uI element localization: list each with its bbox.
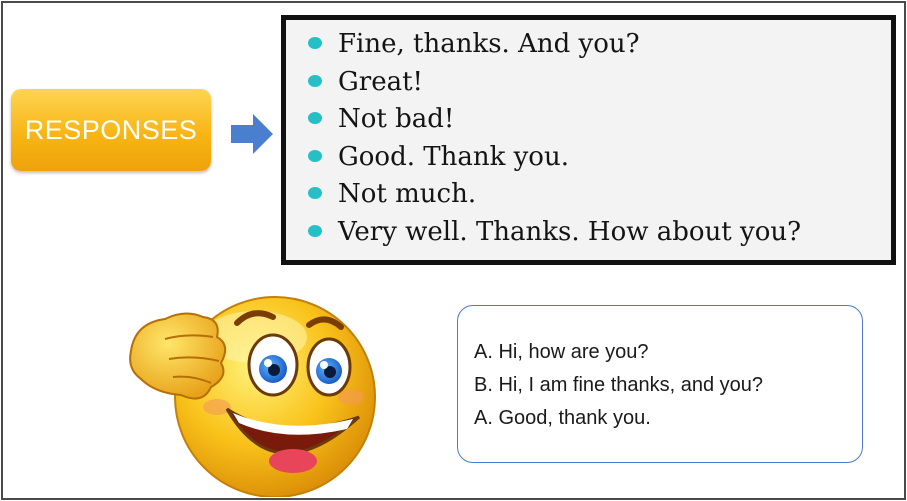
- response-item: [304, 139, 891, 177]
- right-arrow-icon: [229, 111, 275, 157]
- dialogue-line: A. Good, thank you.: [474, 407, 651, 429]
- response-text: Not much.: [338, 179, 477, 209]
- response-item: [304, 26, 891, 64]
- response-text: Not bad!: [338, 104, 455, 134]
- dialogue-line: A. Hi, how are you?: [474, 341, 649, 363]
- dialogue-line: B. Hi, I am fine thanks, and you?: [474, 374, 764, 396]
- response-text: Fine, thanks. And you?: [338, 29, 640, 59]
- responses-badge-label: RESPONSES: [24, 114, 198, 145]
- response-text: Very well. Thanks. How about you?: [338, 216, 802, 247]
- responses-list: [286, 20, 891, 251]
- dialogue-box: [457, 305, 863, 463]
- response-item: [304, 214, 891, 252]
- response-text: Great!: [338, 66, 423, 97]
- response-item: [304, 101, 891, 139]
- bullet-icon: [308, 112, 322, 124]
- responses-list-box: [281, 15, 896, 265]
- response-item: [304, 176, 891, 214]
- bullet-icon: [308, 187, 322, 199]
- response-item: [304, 64, 891, 102]
- bullet-icon: [308, 150, 322, 162]
- bullet-icon: [308, 37, 322, 49]
- thinking-smiley-icon: [125, 279, 395, 497]
- response-text: Good. Thank you.: [338, 141, 569, 172]
- bullet-icon: [308, 75, 322, 87]
- bullet-icon: [308, 225, 322, 237]
- responses-badge: [11, 89, 211, 171]
- slide-frame: [1, 1, 906, 500]
